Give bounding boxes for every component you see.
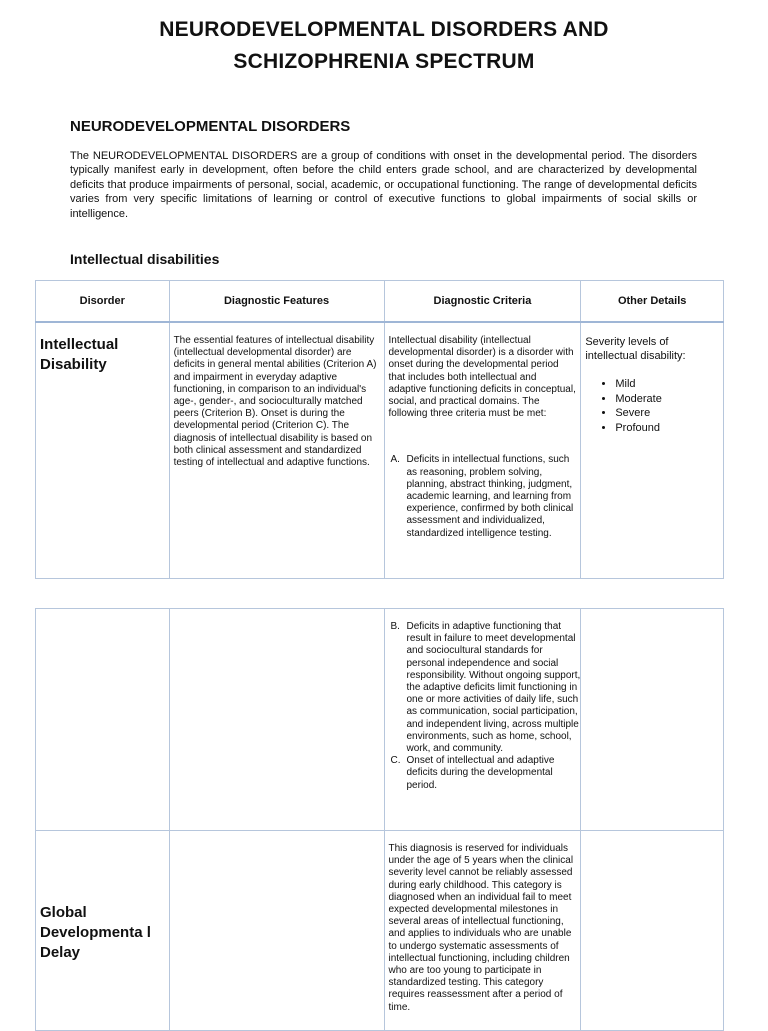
criterion-marker: A.: [390, 454, 400, 466]
list-item: [390, 621, 581, 755]
features-cell: [169, 322, 384, 578]
criteria-list: [385, 454, 581, 539]
intro-paragraph: The NEURODEVELOPMENTAL DISORDERS are a group of conditions with onset in the developmental period. The disorders typically manifest early in development, often before the child enters grade school, and are characterized by developmental deficits that produce impairments of personal, social, academic, or occupational functioning. The range of developmental deficits varies from very specific limitations of learning or control of executive functions to global impairments of social skills or intelligence.: [70, 150, 697, 220]
table-header-row: [36, 281, 724, 323]
criterion-a-text: Deficits in intellectual functions, such as reasoning, problem solving, planning, abstract thinking, judgment, academic learning, and learning from experience, confirmed by both clinical assessment and individualized, standardized intelligence testing.: [406, 454, 574, 539]
disorder-name: Intellectual Disability: [40, 336, 119, 373]
header-diagnostic-criteria: Diagnostic Criteria: [384, 281, 581, 323]
table-row: [36, 322, 724, 578]
features-cell: [169, 609, 384, 831]
other-details-cell: [581, 609, 724, 831]
criterion-marker: B.: [390, 621, 400, 632]
disorder-cell: [36, 609, 170, 831]
document-title: [0, 14, 768, 78]
disorder-cell: [36, 322, 170, 578]
header-other-details: Other Details: [581, 281, 724, 323]
criterion-b-text: Deficits in adaptive functioning that result in failure to meet developmental and sociocultural standards for personal independence and social responsibility. Without ongoing support, the adaptive deficits limit functioning in one or more activities of daily life, such as communication, social participation, and independent living, across multiple environments, such as home, school, work, and community.: [406, 621, 581, 755]
disorder-cell: [36, 831, 170, 1031]
features-cell: [169, 831, 384, 1031]
global-delay-criteria-text: This diagnosis is reserved for individuals under the age of 5 years when the clinical severity level cannot be reliably assessed during early childhood. This category is diagnosed when an individual fail to meet expected developmental milestones in several areas of intellectual functioning, and applies to individuals who are unable to undergo systematic assessments of intellectual functioning, including children who are too young to participate in standardized testing. This category requires reassessment after a period of time.: [388, 843, 574, 1013]
criteria-cell: [384, 831, 581, 1031]
criteria-cell: [384, 322, 581, 578]
criteria-intro-text: Intellectual disability (intellectual developmental disorder) is a disorder with onset during the developmental period that includes both intellectual and adaptive functioning deficits in conceptual, social, and practical domains. The following three criteria must be met:: [388, 335, 576, 420]
list-item: [390, 755, 581, 792]
header-diagnostic-features: Diagnostic Features: [169, 281, 384, 323]
header-disorder: Disorder: [36, 281, 170, 323]
list-item: • Moderate: [615, 392, 723, 407]
other-details-cell: [581, 831, 724, 1031]
criteria-cell: [384, 609, 581, 831]
criterion-marker: C.: [390, 755, 401, 767]
criteria-list: [385, 621, 581, 794]
table-row: [36, 831, 724, 1031]
diagnostic-features-text: The essential features of intellectual disability (intellectual developmental disorder) are deficits in general mental abilities (Criterion A) and impairment in everyday adaptive functioning, in comparison to an individual's age-, gender-, and socioculturally matched peers (Criterion B). Onset is during the developmental period (Criterion C). The diagnosis of intellectual disability is based on both clinical assessment and standardized testing of intellectual and adaptive functions.: [173, 335, 377, 469]
title-line-2: SCHIZOPHRENIA SPECTRUM: [233, 50, 535, 73]
title-line-1: NEURODEVELOPMENTAL DISORDERS AND: [159, 18, 609, 41]
disorders-table: [35, 280, 724, 579]
other-details-cell: [581, 322, 724, 578]
list-item: • Severe: [615, 406, 723, 421]
severity-list: [581, 377, 723, 435]
list-item: [390, 454, 581, 539]
section-title: NEURODEVELOPMENTAL DISORDERS: [70, 118, 351, 135]
criterion-c-text: Onset of intellectual and adaptive deficits during the developmental period.: [406, 755, 555, 791]
list-item: • Mild: [615, 377, 723, 392]
list-item: • Profound: [615, 421, 723, 436]
disorder-name: Global Developmenta l Delay: [40, 904, 151, 961]
table-row: [36, 609, 724, 831]
disorders-table-continued: [35, 608, 724, 1031]
subsection-title: Intellectual disabilities: [70, 251, 220, 267]
severity-intro: Severity levels of intellectual disability:: [585, 336, 686, 362]
